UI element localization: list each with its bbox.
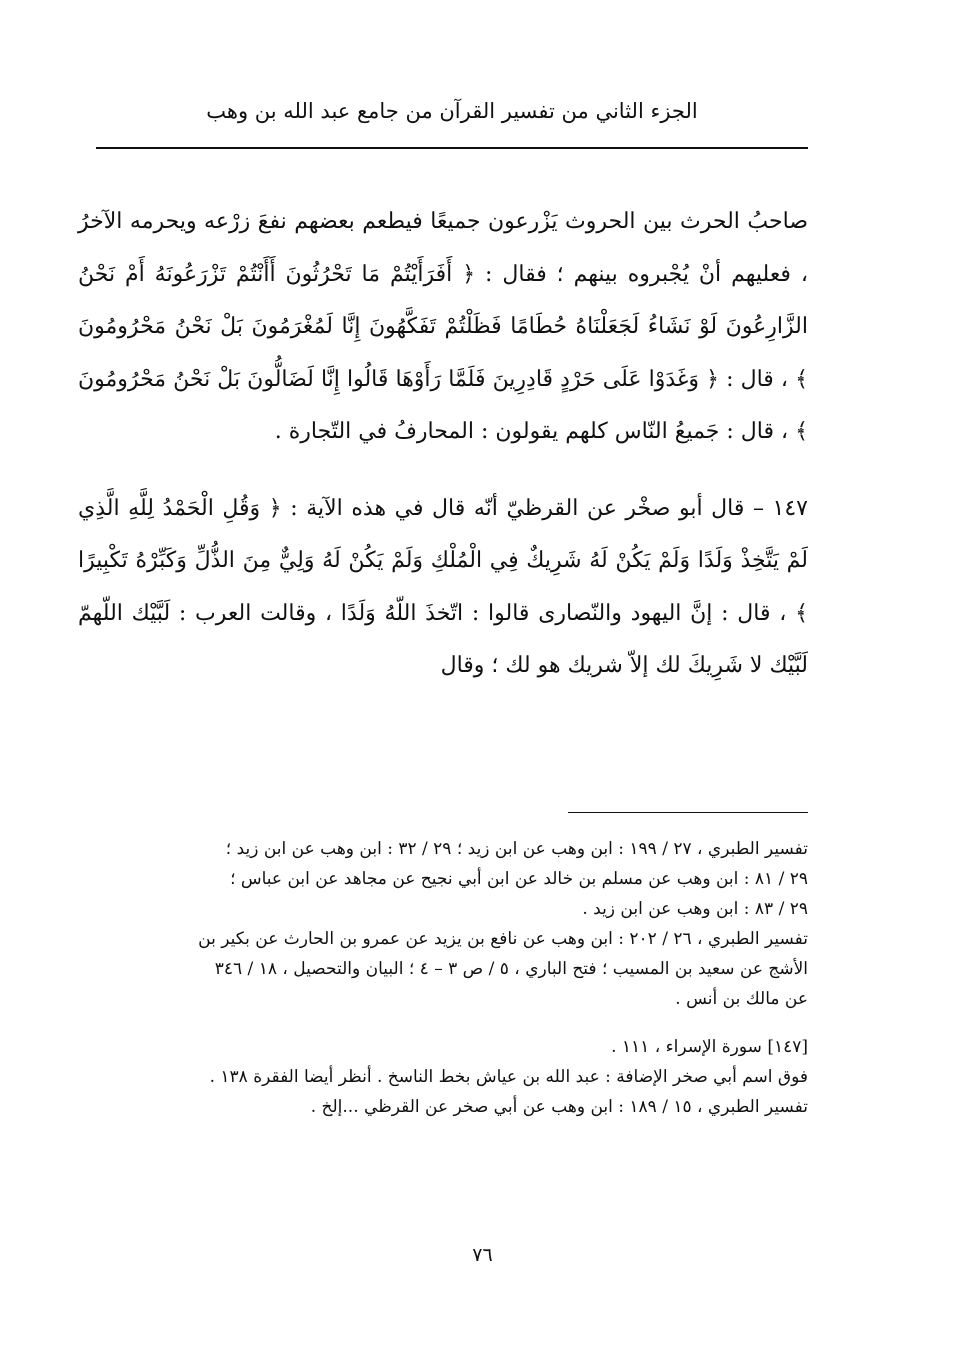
footnote-line: تفسير الطبري ، ٢٧ / ١٩٩ : ابن وهب عن ابن زيد ؛ ٢٩ / ٣٢ : ابن وهب عن ابن زيد ؛ [225,839,808,859]
footnote-group-previous [96,834,808,1014]
main-text [78,196,808,693]
footnote-line: عن مالك بن أنس . [675,989,808,1009]
running-header: الجزء الثاني من تفسير القرآن من جامع عبد الله بن وهب [206,99,698,123]
footnote-group-147 [96,1032,808,1122]
footnote-line: ٢٩ / ٨٣ : ابن وهب عن ابن زيد . [582,899,808,919]
paragraph-147: ١٤٧ – قال أبو صخْر عن القرظيّ أنّه قال في هذه الآية : ﴿ وَقُلِ الْحَمْدُ لِلَّهِ الَّذِي لَمْ يَتَّخِذْ وَلَدًا وَلَمْ يَكُنْ لَهُ شَرِيكٌ فِي الْمُلْكِ وَلَمْ يَكُنْ لَهُ وَلِيٌّ مِنَ الذُّلِّ وَكَبِّرْهُ تَكْبِيرًا ﴾ ، قال : إنَّ اليهود والنّصارى قالوا : اتّخذَ اللّهُ وَلَدًا ، وقالت العرب : لَبَّيْك اللّهمّ لَبَّيْك لا شَرِيكَ لك إلاّ شريك هو لك ؛ وقال [78,495,808,678]
footnote-line: الأشج عن سعيد بن المسيب ؛ فتح الباري ، ٥ / ص ٣ – ٤ ؛ البيان والتحصيل ، ١٨ / ٣٤٦ [214,959,808,979]
page-number: ٧٦ [472,1244,493,1266]
footnote-line: [١٤٧] سورة الإسراء ، ١١١ . [611,1037,808,1057]
footnotes [96,834,808,1140]
footnote-line: تفسير الطبري ، ١٥ / ١٨٩ : ابن وهب عن أبي صخر عن القرظي ...إلخ . [310,1097,808,1117]
footnote-line: تفسير الطبري ، ٢٦ / ٢٠٢ : ابن وهب عن نافع بن يزيد عن عمرو بن الحارث عن بكير بن [198,929,808,949]
footnote-line: ٢٩ / ٨١ : ابن وهب عن مسلم بن خالد عن ابن أبي نجيح عن مجاهد عن ابن عباس ؛ [230,869,808,889]
footnote-line: فوق اسم أبي صخر الإضافة : عبد الله بن عياش بخط الناسخ . أنظر أيضا الفقرة ١٣٨ . [209,1067,808,1087]
header-divider [96,147,808,149]
paragraph-continuation: صاحبُ الحرث بين الحروث يَزْرعون جميعًا فيطعم بعضهم نفعَ زرْعه ويحرمه الآخرُ ، فعليهم أنْ يُجْبروه بينهم ؛ فقال : ﴿ أَفَرَأَيْتُمْ مَا تَحْرُثُونَ أَأَنْتُمْ تَزْرَعُونَهُ أَمْ نَحْنُ الزَّارِعُونَ لَوْ نَشَاءُ لَجَعَلْنَاهُ حُطَامًا فَظَلْتُمْ تَفَكَّهُونَ إِنَّا لَمُغْرَمُونَ بَلْ نَحْنُ مَحْرُومُونَ ﴾ ، قال : ﴿ وَغَدَوْا عَلَى حَرْدٍ قَادِرِينَ فَلَمَّا رَأَوْهَا قَالُوا إِنَّا لَضَالُّونَ بَلْ نَحْنُ مَحْرُومُونَ ﴾ ، قال : جَميعُ النّاس كلهم يقولون : المحارفُ في التّجارة . [78,209,808,444]
footnote-divider [568,812,808,813]
